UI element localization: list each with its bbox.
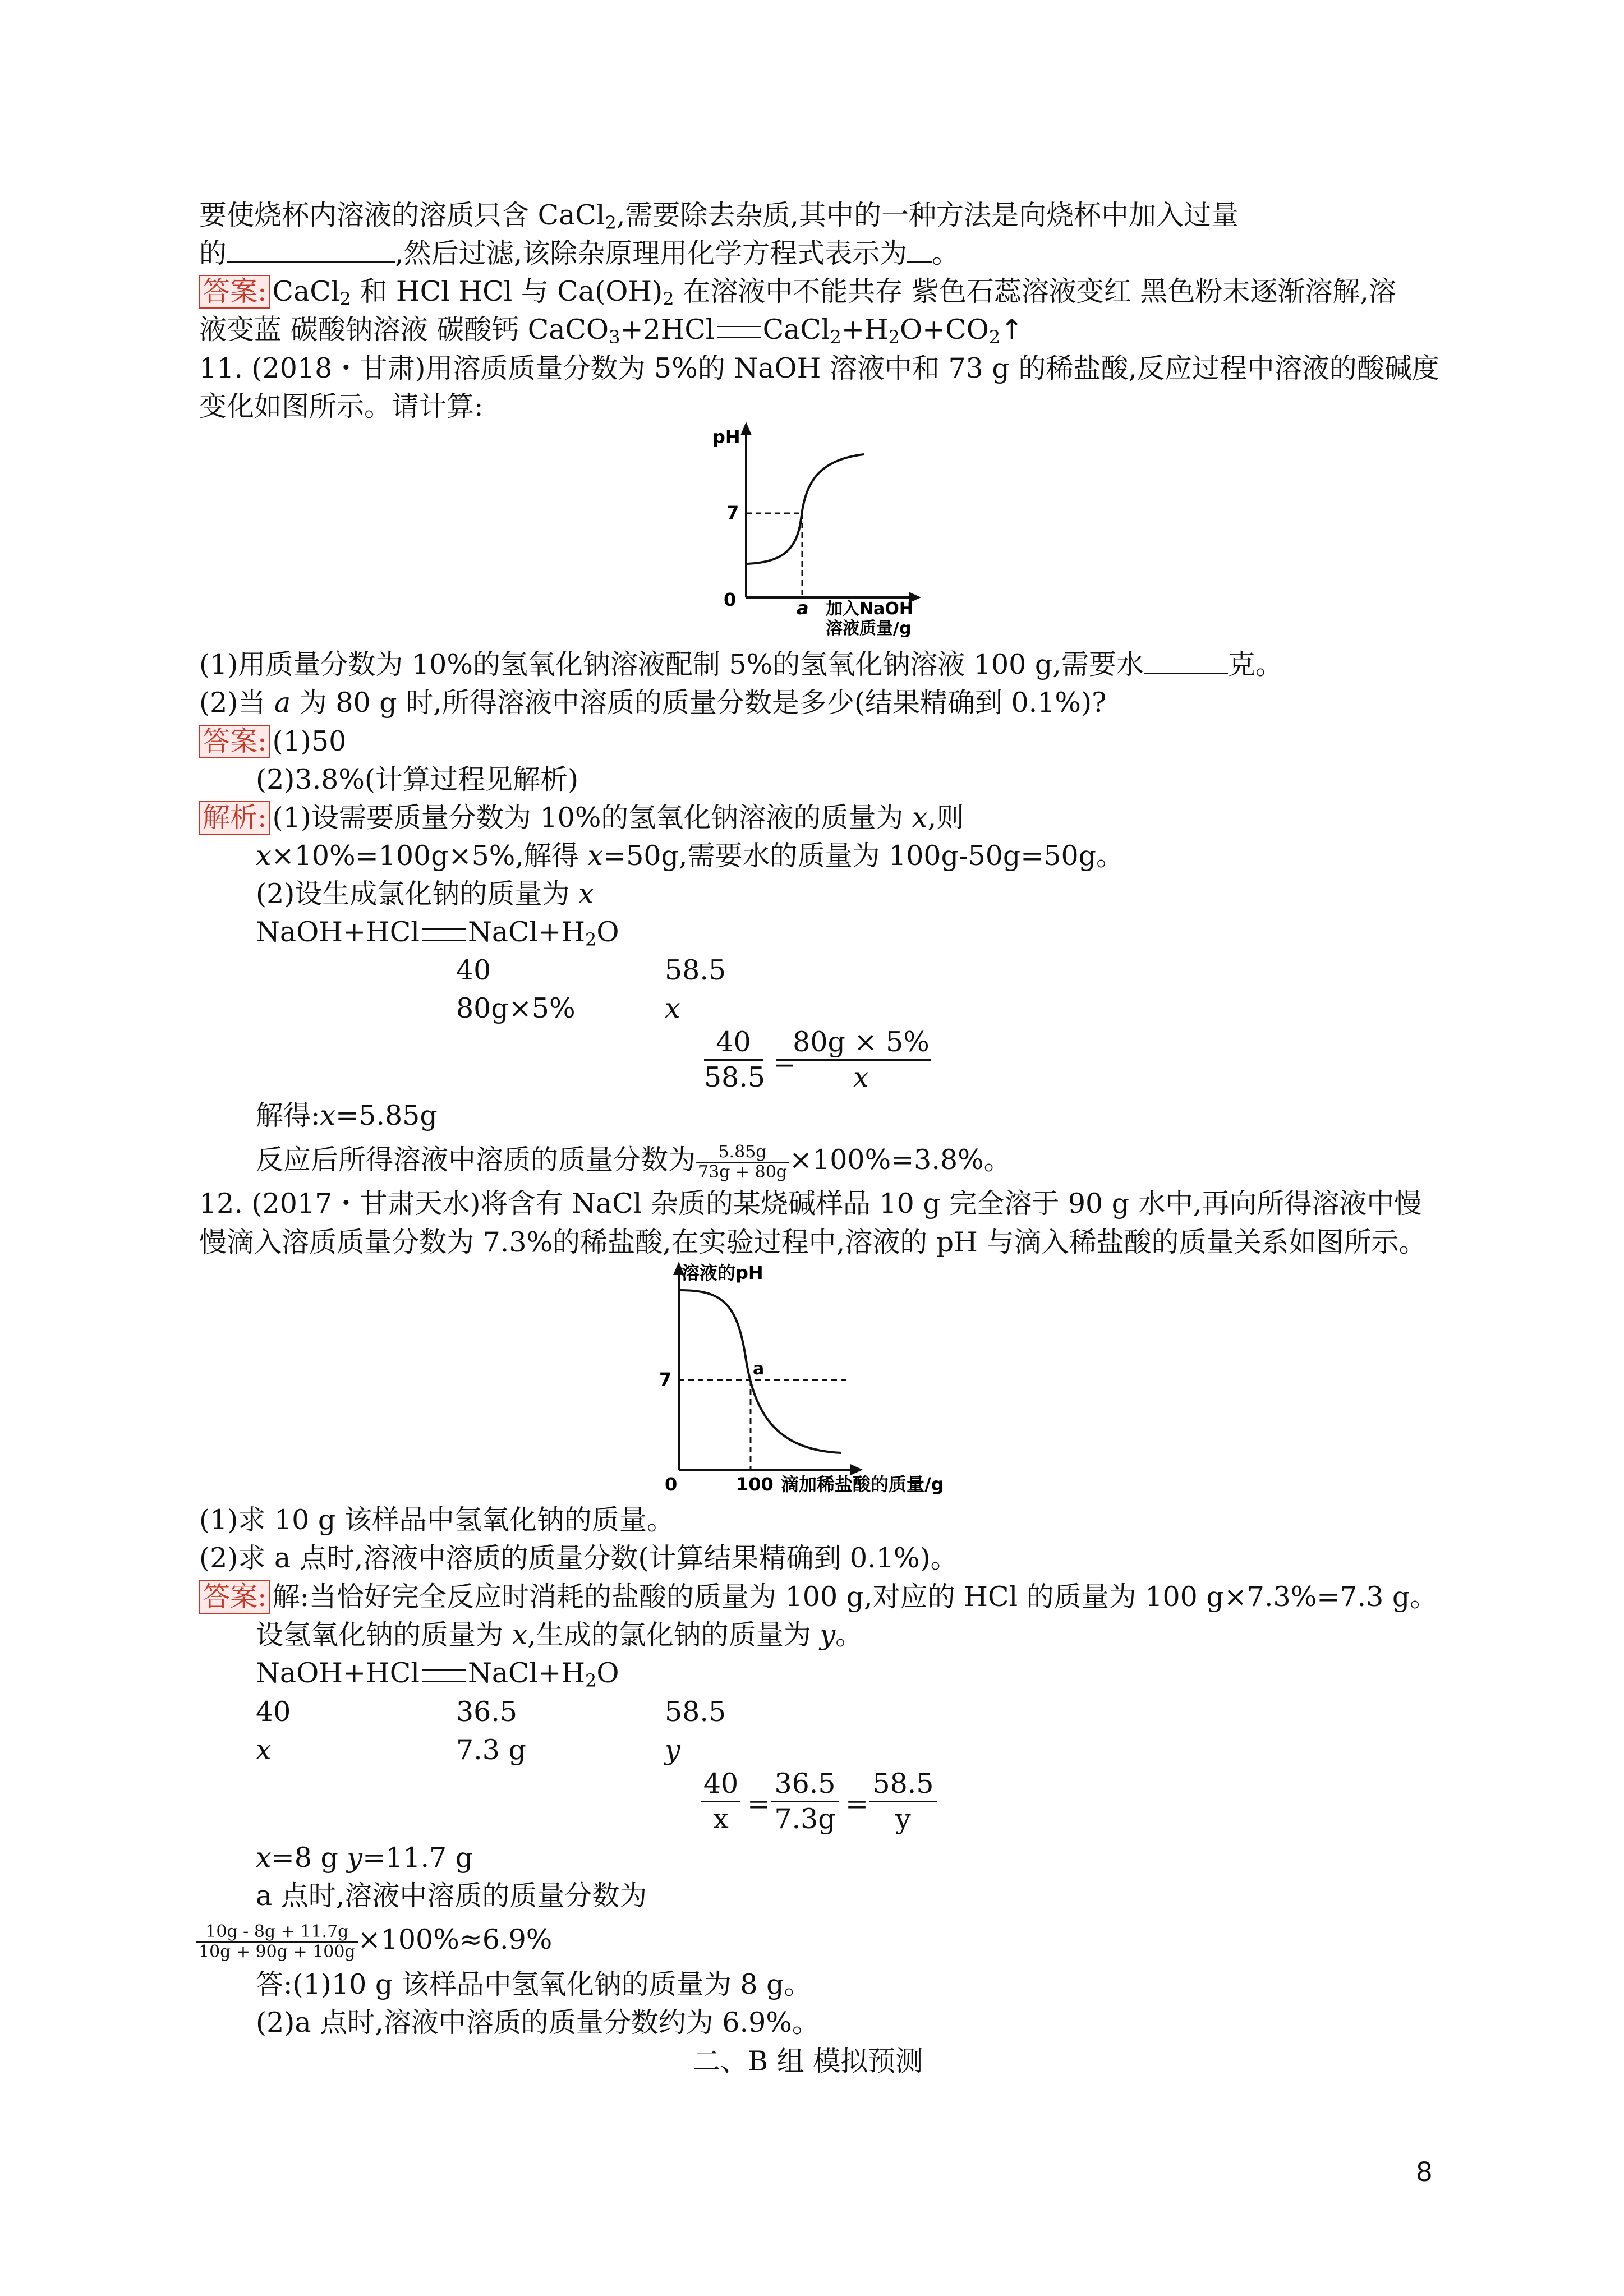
q12-ph-chart — [634, 1259, 987, 1495]
q11-answer2: (2)3.8%(计算过程见解析) — [256, 763, 579, 795]
q11-analysis2: x×10%=100g×5%,解得 x=50g,需要水的质量为 100g-50g=50g。 — [256, 840, 1124, 872]
q12-equals-2: = — [845, 1788, 869, 1820]
q12-result-intro: a 点时,溶液中溶质的质量分数为 — [256, 1880, 647, 1912]
q11-actual-naoh: 80g×5% — [456, 992, 576, 1024]
answer-tag: 答案: — [199, 725, 270, 758]
answer-tag: 答案: — [199, 1580, 270, 1614]
q12-fraction-3: 58.5 y — [869, 1767, 937, 1836]
q11-analysis3: (2)设生成氯化钠的质量为 x — [256, 878, 594, 910]
q12-answer2: 设氢氧化钠的质量为 x,生成的氯化钠的质量为 y。 — [256, 1619, 863, 1651]
answer-blank — [1144, 650, 1228, 674]
q11-analysis1: 解析: (1)设需要质量分数为 10%的氢氧化钠溶液的质量为 x,则 — [199, 800, 964, 836]
q12-actual-naoh: x — [256, 1734, 272, 1766]
y-axis-label: pH — [712, 426, 740, 448]
q11-answer1: 答案: (1)50 — [199, 724, 346, 760]
q12-fraction-2: 36.5 7.3g — [771, 1767, 839, 1836]
q10-text-line1: 要使烧杯内溶液的溶质只含 CaCl$_2$,需要除去杂质,其中的一种方法是向烧杯中加入过量 — [199, 199, 1239, 233]
q12-sub1: (1)求 10 g 该样品中氢氧化钠的质量。 — [199, 1504, 674, 1536]
q11-fraction-left: 40 58.5 — [704, 1026, 766, 1093]
q10-answer-line1: 答案: CaCl$_2$ 和 HCl HCl 与 $Ca(OH)_2$ 在溶液中不能共存 紫色石蕊溶液变红 黑色粉末逐渐溶解,溶 — [199, 274, 1396, 317]
x-axis-label-1: 加入NaOH — [826, 599, 913, 619]
q10-answer-line2: 液变蓝 碳酸钠溶液 碳酸钙 CaCO$_3$+2HCl $CaCl_2+H_2O+CO_2↑$ — [199, 314, 1024, 348]
q12-actual-nacl: y — [665, 1734, 680, 1766]
q11-actual-nacl: x — [665, 992, 680, 1024]
y-axis-arrow-icon — [740, 422, 752, 435]
ph-curve — [747, 454, 864, 564]
q12-conclusion2: (2)a 点时,溶液中溶质的质量分数约为 6.9%。 — [256, 2007, 820, 2039]
q12-equation: NaOH+HCl $NaCl+H_2O$ — [256, 1657, 619, 1691]
q11-ph-chart — [696, 421, 987, 637]
section-heading: 二、B 组 模拟预测 — [693, 2045, 923, 2077]
point-a-label: a — [753, 1359, 765, 1379]
page-number: 8 — [1416, 2156, 1432, 2187]
q11-equation: NaOH+HCl $NaCl+H_2O$ — [256, 916, 619, 950]
q12-sub2: (2)求 a 点时,溶液中溶质的质量分数(计算结果精确到 0.1%)。 — [199, 1542, 958, 1574]
q11-stem-line2: 变化如图所示。请计算: — [199, 390, 484, 422]
q12-stem-line2: 慢滴入溶质质量分数为 7.3%的稀盐酸,在实验过程中,溶液的 pH 与滴入稀盐酸的质量关系如图所示。 — [199, 1226, 1427, 1258]
y-tick-7: 7 — [726, 502, 739, 523]
q10-text-line2: 的 ,然后过滤,该除杂原理用化学方程式表示为 。 — [199, 237, 960, 269]
origin-label: 0 — [665, 1474, 678, 1495]
q12-answer1: 答案: 解:当恰好完全反应时消耗的盐酸的质量为 100 g,对应的 HCl 的质量为 100 g×7.3%=7.3 g。 — [199, 1579, 1437, 1615]
q11-mass-nacl: 58.5 — [665, 954, 726, 986]
q11-mass-naoh: 40 — [456, 954, 491, 986]
q11-solve: 解得:x=5.85g — [256, 1099, 438, 1131]
q12-fraction-1: 40 x — [701, 1767, 740, 1836]
q11-stem-line1: 11. (2018・甘肃)用溶质质量分数为 5%的 NaOH 溶液中和 73 g 的稀盐酸,反应过程中溶液的酸碱度 — [199, 352, 1439, 384]
x-mark-a: a — [797, 597, 809, 619]
answer-blank — [227, 239, 395, 263]
q11-sub1: (1)用质量分数为 10%的氢氧化钠溶液配制 5%的氢氧化钠溶液 100 g,需要水 克。 — [199, 648, 1283, 680]
double-equal-sign — [422, 1669, 466, 1682]
x-mark-100: 100 — [736, 1474, 774, 1495]
q12-result-fraction: $\frac{10g - 8g + 11.7g}{10g + 90g + 100g}$ ×100%≈6.9% — [196, 1922, 552, 1962]
q11-sub2: (2)当 a 为 80 g 时,所得溶液中溶质的质量分数是多少(结果精确到 0.1%)? — [199, 687, 1107, 719]
origin-label: 0 — [724, 589, 737, 610]
double-equal-sign — [717, 326, 761, 338]
y-tick-7: 7 — [659, 1369, 672, 1390]
q12-stem-line1: 12. (2017・甘肃天水)将含有 NaCl 杂质的某烧碱样品 10 g 完全溶于 90 g 水中,再向所得溶液中慢 — [199, 1188, 1422, 1220]
analysis-tag: 解析: — [199, 801, 270, 835]
gas-arrow-icon: ↑ — [1000, 314, 1024, 346]
q12-conclusion1: 答:(1)10 g 该样品中氢氧化钠的质量为 8 g。 — [256, 1968, 812, 2000]
q12-result-xy: x=8 g y=11.7 g — [256, 1842, 473, 1874]
y-axis-label: 溶液的pH — [682, 1262, 763, 1283]
q12-mass-naoh: 40 — [256, 1696, 291, 1728]
q11-fraction-right: 80g × 5% x — [791, 1025, 931, 1094]
q12-mass-nacl: 58.5 — [665, 1696, 726, 1728]
q12-equals-1: = — [747, 1788, 771, 1820]
answer-blank — [907, 239, 932, 263]
double-equal-sign — [422, 928, 466, 941]
answer-tag: 答案: — [199, 275, 270, 309]
q12-mass-hcl: 36.5 — [456, 1696, 518, 1728]
x-axis-label: 滴加稀盐酸的质量/g — [781, 1474, 944, 1495]
q11-result: 反应后所得溶液中溶质的质量分数为 $\frac{5.85g}{73g + 80g}$ ×100%=3.8%。 — [256, 1142, 1011, 1182]
q12-actual-hcl: 7.3 g — [456, 1734, 526, 1766]
x-axis-label-2: 溶液质量/g — [826, 619, 912, 637]
q11-equals: = — [773, 1046, 797, 1078]
